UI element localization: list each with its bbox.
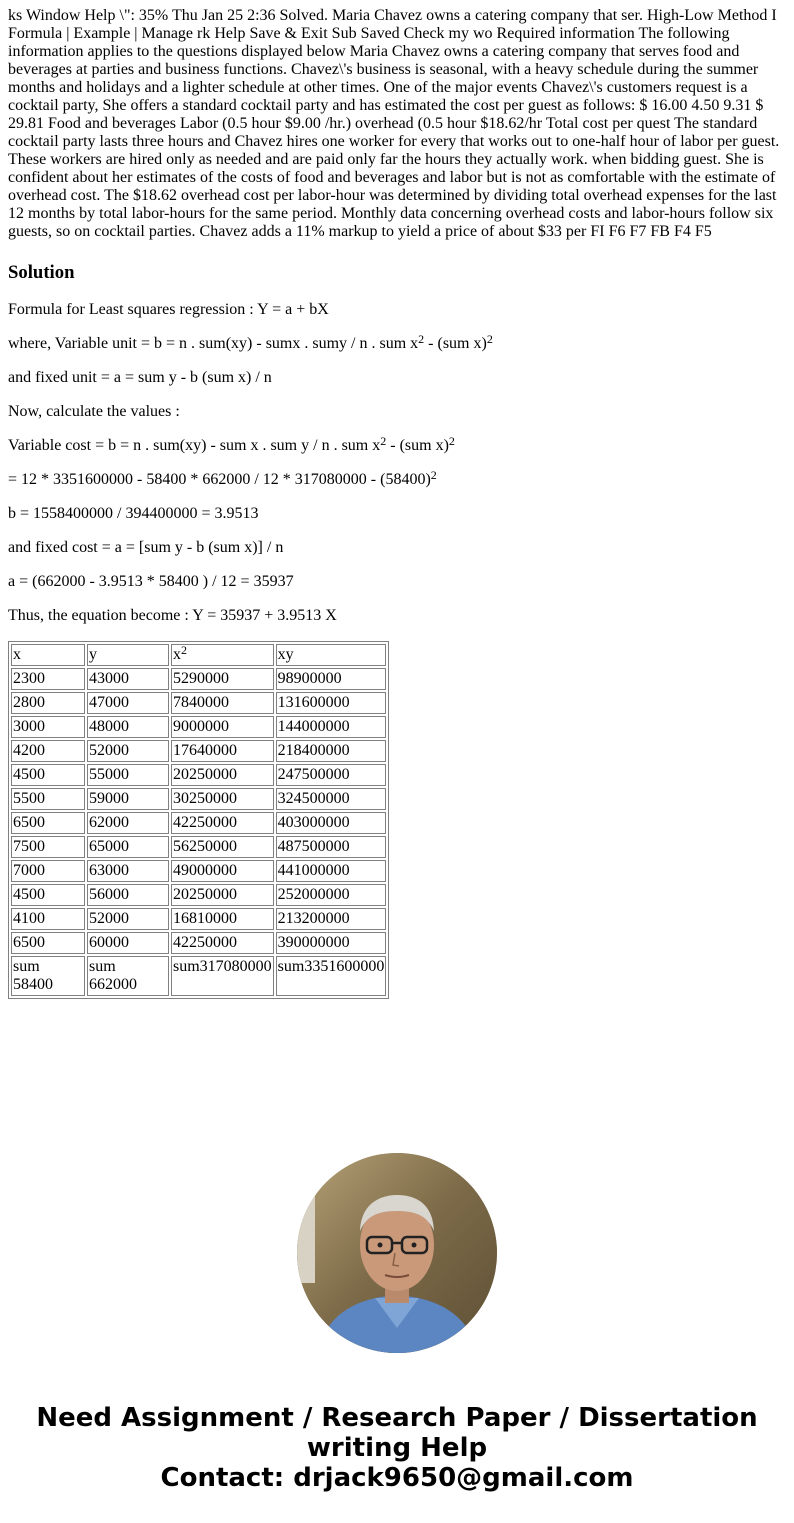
header-x-squared [171, 644, 274, 666]
now-line: Now, calculate the values : [8, 403, 180, 420]
variable-unit-line [8, 332, 786, 353]
table-row [11, 836, 386, 858]
b-result-line: b = 1558400000 / 394400000 = 3.9513 [8, 505, 259, 522]
cell-xy: 252000000 [276, 884, 387, 906]
solution-heading: Solution [8, 262, 75, 283]
substitution-line [8, 468, 786, 489]
cell-y: sum 662000 [87, 956, 169, 996]
table-row [11, 908, 386, 930]
cell-xy: 324500000 [276, 788, 387, 810]
cell-x: 7000 [11, 860, 85, 882]
cell-xy: 144000000 [276, 716, 387, 738]
cell-y: 59000 [87, 788, 169, 810]
table-row [11, 716, 386, 738]
footer-contact: Contact: drjack9650@gmail.com [160, 1463, 634, 1493]
cell-x-squared: 42250000 [171, 812, 274, 834]
header-xy: xy [276, 644, 387, 666]
superscript: 2 [418, 332, 425, 346]
cell-x: 5500 [11, 788, 85, 810]
footer-banner [0, 1403, 794, 1493]
cell-x-squared: 5290000 [171, 668, 274, 690]
variable-cost-text: Variable cost = b = n . sum(xy) - sum x . sum y / n . sum x [8, 437, 381, 454]
fixed-unit-line: and fixed unit = a = sum y - b (sum x) / n [8, 369, 272, 386]
author-photo-illustration [297, 1153, 497, 1353]
superscript: 2 [448, 434, 455, 448]
cell-x-squared: 56250000 [171, 836, 274, 858]
variable-unit-text: where, Variable unit = b = n . sum(xy) - sumx . sumy / n . sum x [8, 335, 419, 352]
fixed-cost-line: and fixed cost = a = [sum y - b (sum x)] / n [8, 539, 284, 556]
table-sum-row [11, 956, 386, 996]
cell-x-squared: 49000000 [171, 860, 274, 882]
cell-y: 55000 [87, 764, 169, 786]
cell-xy: 403000000 [276, 812, 387, 834]
document-content [8, 7, 786, 999]
cell-y: 48000 [87, 716, 169, 738]
cell-y: 56000 [87, 884, 169, 906]
a-result-line: a = (662000 - 3.9513 * 58400 ) / 12 = 35937 [8, 573, 294, 590]
cell-x-squared: 42250000 [171, 932, 274, 954]
cell-x: 6500 [11, 932, 85, 954]
variable-cost-text-2: - (sum x) [386, 437, 449, 454]
cell-y: 60000 [87, 932, 169, 954]
table-row [11, 764, 386, 786]
cell-y: 43000 [87, 668, 169, 690]
question-text: ks Window Help \": 35% Thu Jan 25 2:36 Solved. Maria Chavez owns a catering company that ser. High-Low Method I Formula | Example | Manage rk Help Save & Exit Sub Saved Check my wo Required information The following information applies to the questions displayed below Maria Chavez owns a catering company that serves food and beverages at parties and business functions. Chavez\'s business is seasonal, with a heavy schedule during the summer months and holidays and a lighter schedule at other times. One of the major events Chavez\'s customers request is a cocktail party, She offers a standard cocktail party and has estimated the cost per guest as follows: $ 16.00 4.50 9.31 $ 29.81 Food and beverages Labor (0.5 hour $9.00 /hr.) overhead (0.5 hour $18.62/hr Total cost per quest The standard cocktail party lasts three hours and Chavez hires one worker for every that works out to one-half hour of labor per guest. These workers are hired only as needed and are paid only far the hours they actually work. when bidding guest. She is confident about her estimates of the costs of food and beverages and labor but is not as comfortable with the estimate of overhead cost. The $18.62 overhead cost per labor-hour was determined by dividing total overhead expenses for the last 12 months by total labor-hours for the same period. Monthly data concerning overhead costs and labor-hours follow six guests, so on cocktail parties. Chavez adds a 11% markup to yield a price of about $33 per FI F6 F7 FB F4 F5 [8, 7, 780, 240]
table-row [11, 740, 386, 762]
header-x: x [11, 644, 85, 666]
cell-x-squared: 20250000 [171, 764, 274, 786]
cell-x-squared: 20250000 [171, 884, 274, 906]
variable-unit-text-2: - (sum x) [424, 335, 487, 352]
formula-line: Formula for Least squares regression : Y = a + bX [8, 301, 329, 318]
cell-x: 3000 [11, 716, 85, 738]
cell-y: 62000 [87, 812, 169, 834]
table-header-row [11, 644, 386, 666]
cell-y: 63000 [87, 860, 169, 882]
cell-xy: 247500000 [276, 764, 387, 786]
superscript: 2 [486, 332, 493, 346]
cell-xy: 218400000 [276, 740, 387, 762]
table-row [11, 668, 386, 690]
regression-table [8, 641, 389, 999]
cell-x: sum 58400 [11, 956, 85, 996]
table-row [11, 932, 386, 954]
table-row [11, 692, 386, 714]
table-row [11, 860, 386, 882]
cell-x: 2300 [11, 668, 85, 690]
cell-xy: 131600000 [276, 692, 387, 714]
cell-x-squared: 16810000 [171, 908, 274, 930]
cell-x-squared: 9000000 [171, 716, 274, 738]
superscript: 2 [430, 468, 437, 482]
cell-y: 65000 [87, 836, 169, 858]
equation-line: Thus, the equation become : Y = 35937 + 3.9513 X [8, 607, 337, 624]
superscript: 2 [380, 434, 387, 448]
cell-y: 47000 [87, 692, 169, 714]
cell-x: 4500 [11, 884, 85, 906]
cell-x: 7500 [11, 836, 85, 858]
footer-line-2: writing Help [306, 1433, 488, 1463]
header-x2-base: x [173, 646, 181, 663]
table-row [11, 884, 386, 906]
table-row [11, 812, 386, 834]
superscript: 2 [181, 643, 187, 657]
cell-x-squared: sum317080000 [171, 956, 274, 996]
cell-xy: sum3351600000 [276, 956, 387, 996]
cell-x: 4500 [11, 764, 85, 786]
cell-x: 4100 [11, 908, 85, 930]
substitution-text: = 12 * 3351600000 - 58400 * 662000 / 12 * 317080000 - (58400) [8, 471, 431, 488]
cell-x: 4200 [11, 740, 85, 762]
cell-xy: 441000000 [276, 860, 387, 882]
header-y: y [87, 644, 169, 666]
cell-xy: 390000000 [276, 932, 387, 954]
cell-y: 52000 [87, 908, 169, 930]
cell-x-squared: 17640000 [171, 740, 274, 762]
table-row [11, 788, 386, 810]
footer-line-1: Need Assignment / Research Paper / Dissertation [36, 1403, 758, 1433]
cell-x-squared: 30250000 [171, 788, 274, 810]
cell-x: 2800 [11, 692, 85, 714]
cell-x: 6500 [11, 812, 85, 834]
cell-xy: 487500000 [276, 836, 387, 858]
cell-y: 52000 [87, 740, 169, 762]
cell-xy: 213200000 [276, 908, 387, 930]
author-avatar [297, 1153, 497, 1353]
cell-x-squared: 7840000 [171, 692, 274, 714]
cell-xy: 98900000 [276, 668, 387, 690]
variable-cost-line [8, 434, 786, 455]
